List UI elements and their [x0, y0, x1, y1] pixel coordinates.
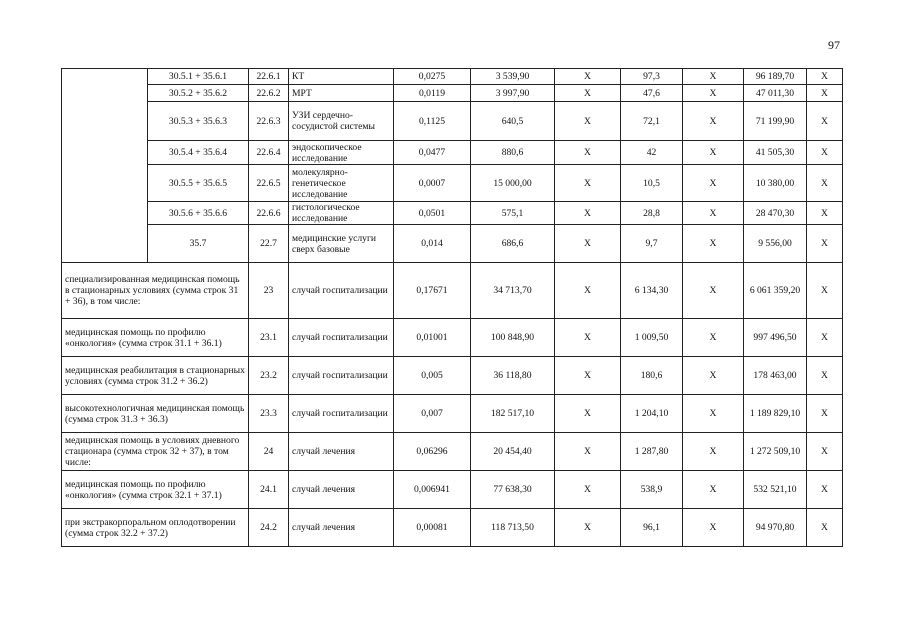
total-value: 6 061 359,20: [744, 263, 807, 319]
x-cell: X: [555, 202, 621, 225]
x-cell: X: [555, 69, 621, 85]
x-cell: X: [807, 263, 843, 319]
table-row: [62, 225, 843, 263]
source-lines: 30.5.1 + 35.6.1: [148, 69, 249, 85]
row-number: 22.6.1: [249, 69, 289, 85]
row-number: 23.3: [249, 395, 289, 433]
unit-cost: 77 638,30: [471, 471, 555, 509]
x-cell: X: [807, 141, 843, 165]
x-cell: X: [807, 165, 843, 202]
table-row: [62, 69, 843, 85]
x-cell: X: [807, 471, 843, 509]
row-label-empty: [62, 69, 148, 263]
x-cell: X: [807, 509, 843, 547]
total-value: 9 556,00: [744, 225, 807, 263]
unit-of-measure: медицинские услуги сверх базовые: [289, 225, 394, 263]
table-row: [62, 433, 843, 471]
table-row: [62, 141, 843, 165]
unit-of-measure: молекулярно-генетическое исследование: [289, 165, 394, 202]
total-value: 28 470,30: [744, 202, 807, 225]
total-value: 532 521,10: [744, 471, 807, 509]
row-number: 22.6.4: [249, 141, 289, 165]
norm-value: 0,005: [394, 357, 471, 395]
norm-value: 0,1125: [394, 102, 471, 141]
x-cell: X: [683, 102, 744, 141]
x-cell: X: [555, 471, 621, 509]
source-lines: 30.5.4 + 35.6.4: [148, 141, 249, 165]
unit-of-measure: гистологическое исследование: [289, 202, 394, 225]
source-lines: 35.7: [148, 225, 249, 263]
x-cell: X: [683, 433, 744, 471]
per-capita-value: 72,1: [621, 102, 683, 141]
unit-of-measure: случай госпитализации: [289, 319, 394, 357]
x-cell: X: [807, 85, 843, 102]
x-cell: X: [807, 395, 843, 433]
x-cell: X: [683, 395, 744, 433]
total-value: 997 496,50: [744, 319, 807, 357]
unit-of-measure: случай лечения: [289, 433, 394, 471]
norm-value: 0,0119: [394, 85, 471, 102]
x-cell: X: [807, 319, 843, 357]
x-cell: X: [807, 433, 843, 471]
row-number: 24: [249, 433, 289, 471]
per-capita-value: 538,9: [621, 471, 683, 509]
per-capita-value: 1 287,80: [621, 433, 683, 471]
norm-value: 0,0477: [394, 141, 471, 165]
row-label: высокотехнологичная медицинская помощь (сумма строк 31.3 + 36.3): [62, 395, 249, 433]
table-row: [62, 85, 843, 102]
unit-cost: 640,5: [471, 102, 555, 141]
x-cell: X: [683, 165, 744, 202]
unit-of-measure: КТ: [289, 69, 394, 85]
source-lines: 30.5.2 + 35.6.2: [148, 85, 249, 102]
row-number: 22.6.3: [249, 102, 289, 141]
unit-of-measure: МРТ: [289, 85, 394, 102]
per-capita-value: 1 204,10: [621, 395, 683, 433]
table-row: [62, 357, 843, 395]
unit-of-measure: случай госпитализации: [289, 357, 394, 395]
row-label: медицинская помощь по профилю «онкология» (сумма строк 32.1 + 37.1): [62, 471, 249, 509]
per-capita-value: 180,6: [621, 357, 683, 395]
row-number: 23.1: [249, 319, 289, 357]
x-cell: X: [555, 165, 621, 202]
norm-value: 0,0275: [394, 69, 471, 85]
norm-value: 0,014: [394, 225, 471, 263]
per-capita-value: 96,1: [621, 509, 683, 547]
unit-cost: 686,6: [471, 225, 555, 263]
row-label: медицинская реабилитация в стационарных условиях (сумма строк 31.2 + 36.2): [62, 357, 249, 395]
norm-value: 0,01001: [394, 319, 471, 357]
x-cell: X: [555, 319, 621, 357]
x-cell: X: [807, 102, 843, 141]
total-value: 96 189,70: [744, 69, 807, 85]
x-cell: X: [555, 395, 621, 433]
per-capita-value: 28,8: [621, 202, 683, 225]
financing-table: [61, 68, 843, 547]
unit-cost: 100 848,90: [471, 319, 555, 357]
unit-cost: 36 118,80: [471, 357, 555, 395]
norm-value: 0,17671: [394, 263, 471, 319]
total-value: 1 272 509,10: [744, 433, 807, 471]
row-number: 23: [249, 263, 289, 319]
per-capita-value: 1 009,50: [621, 319, 683, 357]
row-label: медицинская помощь по профилю «онкология» (сумма строк 31.1 + 36.1): [62, 319, 249, 357]
unit-cost: 34 713,70: [471, 263, 555, 319]
total-value: 94 970,80: [744, 509, 807, 547]
unit-cost: 3 997,90: [471, 85, 555, 102]
row-number: 23.2: [249, 357, 289, 395]
page-number: 97: [828, 38, 840, 52]
norm-value: 0,06296: [394, 433, 471, 471]
unit-cost: 880,6: [471, 141, 555, 165]
x-cell: X: [683, 471, 744, 509]
unit-of-measure: случай госпитализации: [289, 263, 394, 319]
row-label: при экстракорпоральном оплодотворении (сумма строк 32.2 + 37.2): [62, 509, 249, 547]
table-row: [62, 471, 843, 509]
x-cell: X: [683, 225, 744, 263]
x-cell: X: [683, 69, 744, 85]
total-value: 10 380,00: [744, 165, 807, 202]
x-cell: X: [683, 319, 744, 357]
x-cell: X: [807, 357, 843, 395]
source-lines: 30.5.3 + 35.6.3: [148, 102, 249, 141]
source-lines: 30.5.6 + 35.6.6: [148, 202, 249, 225]
table-row: [62, 165, 843, 202]
norm-value: 0,0501: [394, 202, 471, 225]
table-row: [62, 202, 843, 225]
row-number: 22.6.2: [249, 85, 289, 102]
x-cell: X: [555, 433, 621, 471]
x-cell: X: [683, 509, 744, 547]
per-capita-value: 97,3: [621, 69, 683, 85]
row-label: медицинская помощь в условиях дневного стационара (сумма строк 32 + 37), в том числе:: [62, 433, 249, 471]
unit-of-measure: случай госпитализации: [289, 395, 394, 433]
x-cell: X: [807, 202, 843, 225]
x-cell: X: [555, 225, 621, 263]
total-value: 71 199,90: [744, 102, 807, 141]
table-row: [62, 102, 843, 141]
unit-of-measure: УЗИ сердечно-сосудистой системы: [289, 102, 394, 141]
table-row: [62, 263, 843, 319]
x-cell: X: [807, 69, 843, 85]
row-number: 22.6.5: [249, 165, 289, 202]
total-value: 1 189 829,10: [744, 395, 807, 433]
table-row: [62, 395, 843, 433]
per-capita-value: 6 134,30: [621, 263, 683, 319]
table-row: [62, 319, 843, 357]
x-cell: X: [555, 509, 621, 547]
x-cell: X: [683, 85, 744, 102]
per-capita-value: 42: [621, 141, 683, 165]
per-capita-value: 9,7: [621, 225, 683, 263]
norm-value: 0,00081: [394, 509, 471, 547]
row-label: специализированная медицинская помощь в стационарных условиях (сумма строк 31 + 36), в том числе:: [62, 263, 249, 319]
row-number: 22.7: [249, 225, 289, 263]
total-value: 178 463,00: [744, 357, 807, 395]
total-value: 47 011,30: [744, 85, 807, 102]
norm-value: 0,0007: [394, 165, 471, 202]
x-cell: X: [683, 357, 744, 395]
total-value: 41 505,30: [744, 141, 807, 165]
table-row: [62, 509, 843, 547]
unit-of-measure: эндоскопическое исследование: [289, 141, 394, 165]
row-number: 24.2: [249, 509, 289, 547]
unit-of-measure: случай лечения: [289, 509, 394, 547]
x-cell: X: [555, 357, 621, 395]
row-number: 22.6.6: [249, 202, 289, 225]
unit-cost: 15 000,00: [471, 165, 555, 202]
row-number: 24.1: [249, 471, 289, 509]
norm-value: 0,006941: [394, 471, 471, 509]
unit-cost: 3 539,90: [471, 69, 555, 85]
x-cell: X: [555, 102, 621, 141]
unit-cost: 575,1: [471, 202, 555, 225]
per-capita-value: 47,6: [621, 85, 683, 102]
per-capita-value: 10,5: [621, 165, 683, 202]
x-cell: X: [555, 141, 621, 165]
unit-cost: 182 517,10: [471, 395, 555, 433]
norm-value: 0,007: [394, 395, 471, 433]
unit-of-measure: случай лечения: [289, 471, 394, 509]
x-cell: X: [683, 263, 744, 319]
x-cell: X: [555, 263, 621, 319]
x-cell: X: [683, 141, 744, 165]
x-cell: X: [683, 202, 744, 225]
source-lines: 30.5.5 + 35.6.5: [148, 165, 249, 202]
unit-cost: 20 454,40: [471, 433, 555, 471]
unit-cost: 118 713,50: [471, 509, 555, 547]
x-cell: X: [555, 85, 621, 102]
x-cell: X: [807, 225, 843, 263]
